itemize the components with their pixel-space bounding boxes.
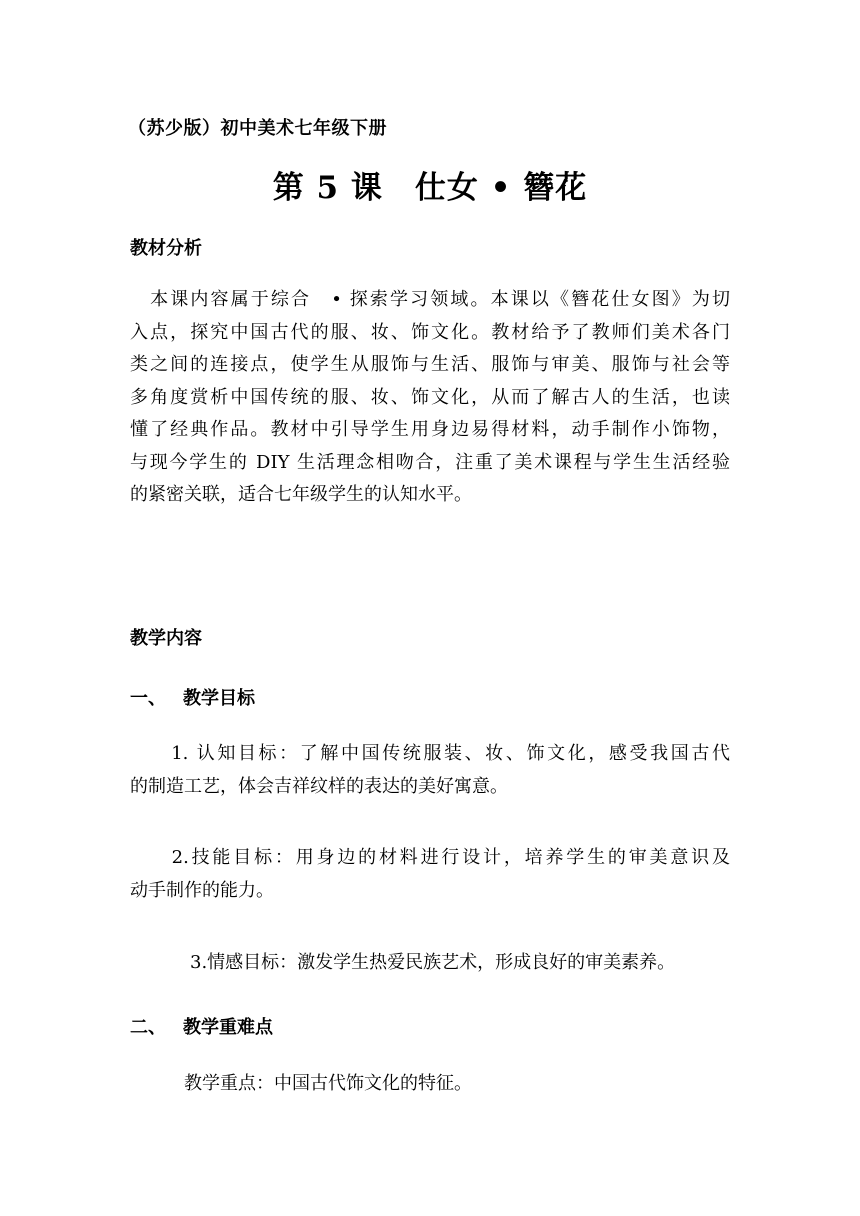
heading-text: 教学目标 — [183, 688, 255, 709]
goal-line: 动手制作的能力。 — [130, 879, 274, 901]
heading-text: 教学重难点 — [183, 1017, 273, 1038]
heading-number: 二、 — [130, 1017, 166, 1038]
analysis-line: 懂了经典作品。教材中引导学生用身边易得材料，动手制作小饰物， — [130, 419, 730, 440]
goal-line: 1. 认知目标：了解中国传统服装、妆、饰文化，感受我国古代 — [130, 743, 730, 764]
analysis-line: 入点，探究中国古代的服、妆、饰文化。教材给予了教师们美术各门 — [130, 321, 730, 343]
analysis-line: 与现今学生的 DIY 生活理念相吻合，注重了美术课程与学生生活经验 — [130, 451, 730, 473]
analysis-line: 类之间的连接点，使学生从服饰与生活、服饰与审美、服饰与社会等 — [130, 354, 730, 375]
analysis-line: 的紧密关联，适合七年级学生的认知水平。 — [130, 484, 472, 505]
heading-teaching-goals — [130, 684, 255, 710]
section-heading-content: 教学内容 — [130, 628, 202, 649]
key-point-line — [184, 1068, 730, 1101]
analysis-paragraph — [130, 284, 730, 512]
goal-cognitive — [130, 738, 730, 803]
analysis-line: 多角度赏析中国传统的服、妆、饰文化，从而了解古人的生活，也读 — [130, 386, 730, 408]
analysis-line: 本课内容属于综合 • 探索学习领域。本课以《簪花仕女图》为切 — [130, 289, 730, 310]
goal-skill — [130, 842, 730, 907]
goal-line: 的制造工艺，体会吉祥纹样的表达的美好寓意。 — [130, 775, 508, 797]
heading-number: 一、 — [130, 688, 166, 709]
goal-emotional — [190, 947, 730, 980]
goal-line: 3.情感目标：激发学生热爱民族艺术，形成良好的审美素养。 — [190, 952, 676, 973]
document-subtitle: （苏少版）初中美术七年级下册 — [128, 118, 387, 139]
heading-key-points — [130, 1013, 273, 1039]
section-heading-analysis: 教材分析 — [130, 238, 202, 259]
lesson-title: 第 5 课 仕女 • 簪花 — [272, 170, 588, 206]
key-point-text: 教学重点：中国古代饰文化的特征。 — [184, 1073, 472, 1094]
goal-line: 2.技能目标：用身边的材料进行设计，培养学生的审美意识及 — [130, 847, 730, 868]
